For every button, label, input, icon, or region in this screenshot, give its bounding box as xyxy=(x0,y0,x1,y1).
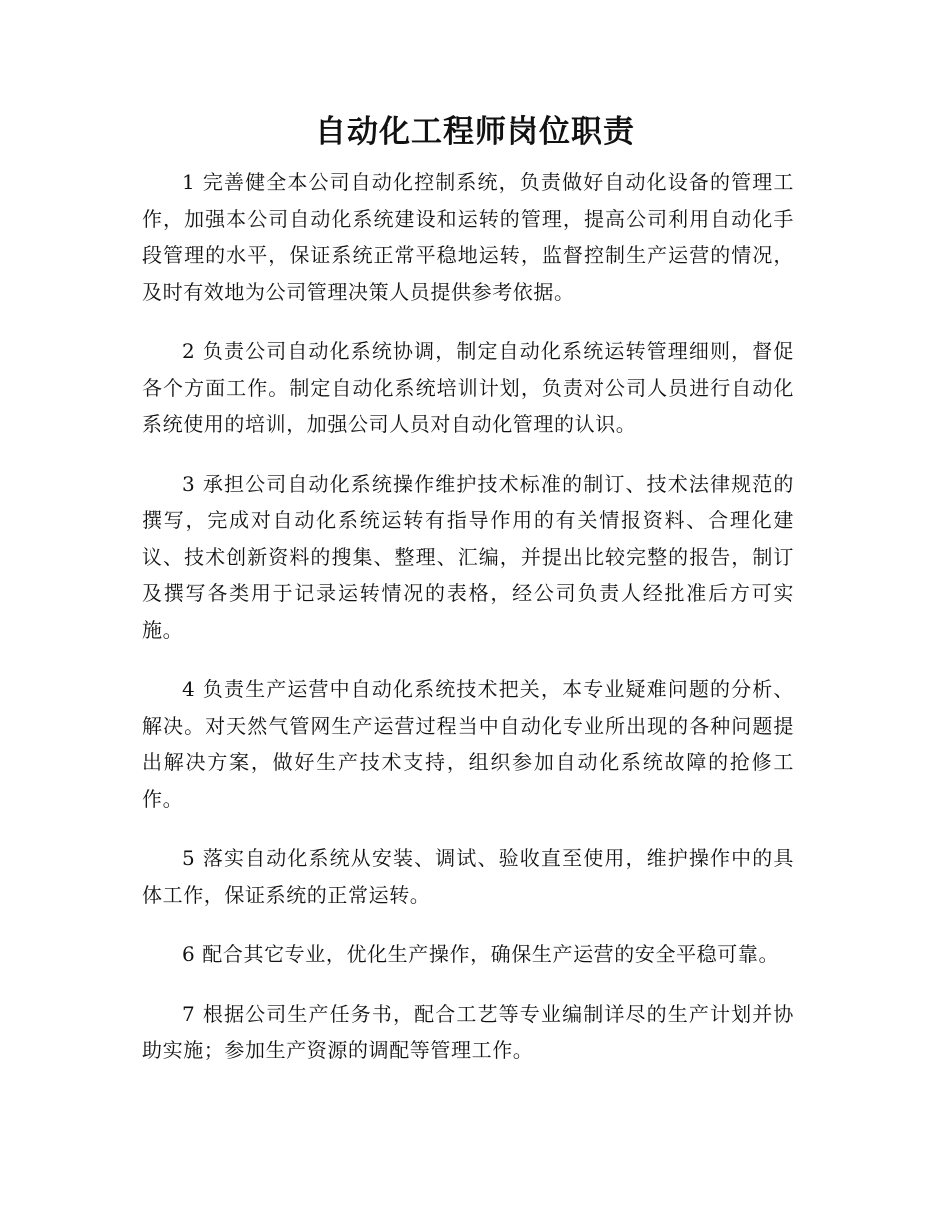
duty-paragraph-6: 6 配合其它专业，优化生产操作，确保生产运营的安全平稳可靠。 xyxy=(182,942,780,966)
document-title: 自动化工程师岗位职责 xyxy=(315,114,635,150)
duty-paragraph-3: 3 承担公司自动化系统操作维护技术标准的制订、技术法律规范的撰写，完成对自动化系统运转有指导作用的有关情报资料、合理化建议、技术创新资料的搜集、整理、汇编，并提出比较完整的报告，制订及撰写各类用于记录运转情况的表格，经公司负责人经批准后方可实施。 xyxy=(142,471,794,642)
duty-paragraph-4: 4 负责生产运营中自动化系统技术把关，本专业疑难问题的分析、解决。对天然气管网生产运营过程当中自动化专业所出现的各种问题提出解决方案，做好生产技术支持，组织参加自动化系统故障的抢修工作。 xyxy=(142,677,794,811)
document-body xyxy=(142,164,794,1092)
duty-paragraph-2: 2 负责公司自动化系统协调，制定自动化系统运转管理细则，督促各个方面工作。制定自动化系统培训计划，负责对公司人员进行自动化系统使用的培训，加强公司人员对自动化管理的认识。 xyxy=(142,339,794,436)
duty-paragraph-5: 5 落实自动化系统从安装、调试、验收直至使用，维护操作中的具体工作，保证系统的正常运转。 xyxy=(142,846,794,907)
duty-paragraph-1: 1 完善健全本公司自动化控制系统，负责做好自动化设备的管理工作，加强本公司自动化系统建设和运转的管理，提高公司利用自动化手段管理的水平，保证系统正常平稳地运转，监督控制生产运营的情况，及时有效地为公司管理决策人员提供参考依据。 xyxy=(142,170,794,304)
duty-paragraph-7: 7 根据公司生产任务书，配合工艺等专业编制详尽的生产计划并协助实施；参加生产资源的调配等管理工作。 xyxy=(142,1001,794,1062)
